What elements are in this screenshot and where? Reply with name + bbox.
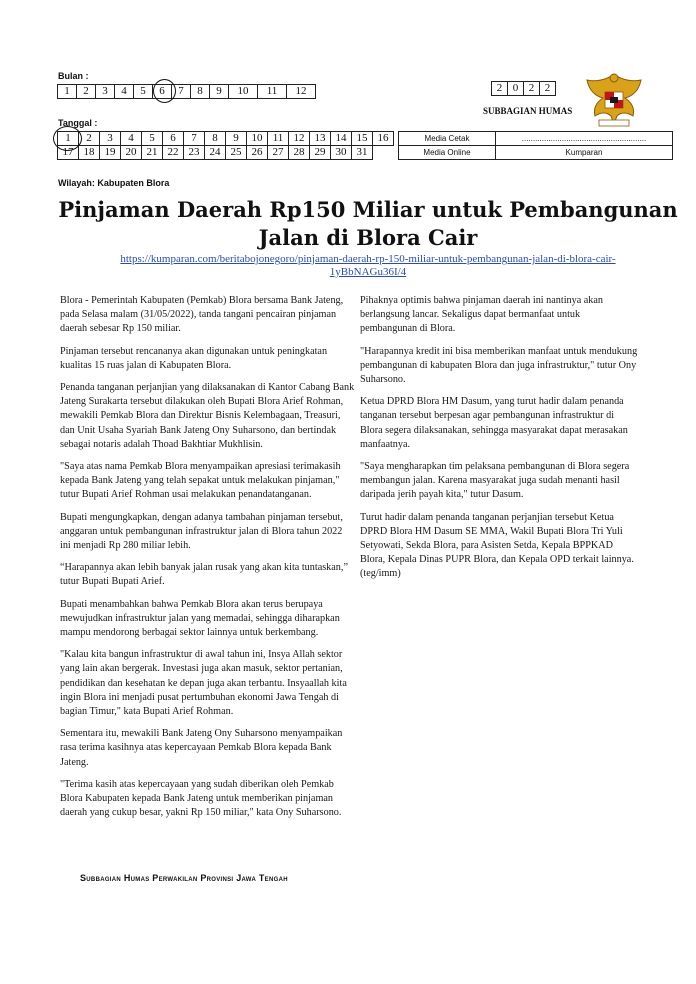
month-cell: 4 <box>115 85 134 99</box>
day-cell: 5 <box>142 132 163 146</box>
month-cell: 5 <box>134 85 153 99</box>
month-grid <box>57 84 316 99</box>
article-paragraph: Bupati menambahkan bahwa Pemkab Blora akan terus berupaya mewujudkan infrastruktur jalan yang memadai, sehingga diharapkan mampu mendorong berbagai sektor lainnya untuk berkembang. <box>60 598 340 639</box>
article-paragraph: Pinjaman tersebut rencananya akan digunakan untuk peningkatan kualitas 15 ruas jalan di Kabupaten Blora. <box>60 345 328 371</box>
month-cell: 3 <box>96 85 115 99</box>
selected-month-circle <box>153 79 176 103</box>
day-cell: 29 <box>310 146 331 160</box>
day-cell: 31 <box>352 146 373 160</box>
day-cell: 14 <box>331 132 352 146</box>
day-cell: 19 <box>100 146 121 160</box>
day-cell: 27 <box>268 146 289 160</box>
day-cell: 28 <box>289 146 310 160</box>
month-cell: 7 <box>172 85 191 99</box>
day-cell: 6 <box>163 132 184 146</box>
media-online-value: Kumparan <box>496 146 673 160</box>
day-cell: 11 <box>268 132 289 146</box>
day-cell: 10 <box>247 132 268 146</box>
title-line-2: Jalan di Blora Cair <box>258 225 478 250</box>
article-title <box>40 196 696 252</box>
day-cell: 1 <box>58 132 79 146</box>
year-grid <box>491 81 556 96</box>
month-cell: 12 <box>287 85 316 99</box>
month-cell: 1 <box>58 85 77 99</box>
title-line-1: Pinjaman Daerah Rp150 Miliar untuk Pembangunan <box>58 197 678 222</box>
article-paragraph: Turut hadir dalam penanda tanganan perjanjian tersebut Ketua DPRD Blora HM Dasum SE MMA, Wakil Bupati Blora Tri Yuli Setyowati, Sekda Blora, para Asisten Setda, Kepala BPPKAD Blora, Kepala Dinas PUPR Blora, dan Kepala OPD terkait lainnya. (teg/imm) <box>360 511 634 580</box>
month-cell: 11 <box>258 85 287 99</box>
year-digit-cell: 2 <box>492 82 508 96</box>
day-cell: 26 <box>247 146 268 160</box>
selected-day-circle <box>53 126 82 151</box>
day-cell: 30 <box>331 146 352 160</box>
article-paragraph: Blora - Pemerintah Kabupaten (Pemkab) Blora bersama Bank Jateng, pada Selasa malam (31/05/2022), tanda tangani pencairan pinjaman daerah sebesar Rp 150 miliar. <box>60 295 344 335</box>
media-cetak-label: Media Cetak <box>399 132 496 146</box>
article-url[interactable] <box>60 253 676 279</box>
bulan-label: Bulan : <box>58 71 89 81</box>
day-cell: 16 <box>373 132 394 146</box>
day-cell: 20 <box>121 146 142 160</box>
month-cell: 10 <box>229 85 258 99</box>
day-cell: 9 <box>226 132 247 146</box>
day-cell: 21 <box>142 146 163 160</box>
year-digit-cell: 0 <box>508 82 524 96</box>
media-online-label: Media Online <box>399 146 496 160</box>
garuda-emblem <box>581 66 647 132</box>
day-cell: 24 <box>205 146 226 160</box>
article-paragraph: Pihaknya optimis bahwa pinjaman daerah ini nantinya akan berlangsung lancar. Sekaligus dapat bermanfaat untuk pembangunan di Blora. <box>360 295 604 335</box>
day-cell: 17 <box>58 146 79 160</box>
day-cell: 22 <box>163 146 184 160</box>
article-paragraph: "Saya mengharapkan tim pelaksana pembangunan di Blora segera membangun jalan. Karena masyarakat juga sudah menanti hasil daripada jerih payah kita," tutur Dasum. <box>360 461 630 501</box>
day-cell: 7 <box>184 132 205 146</box>
article-right-column <box>360 294 638 590</box>
year-digit-cell: 2 <box>524 82 540 96</box>
month-cell: 8 <box>191 85 210 99</box>
department-label: SUBBAGIAN HUMAS <box>483 106 573 116</box>
footer-text: Subbagian Humas Perwakilan Provinsi Jawa Tengah <box>80 873 288 883</box>
media-cetak-value: ........................................................ <box>496 132 673 146</box>
day-cell: 8 <box>205 132 226 146</box>
day-cell: 2 <box>79 132 100 146</box>
day-cell: 15 <box>352 132 373 146</box>
article-paragraph: “Harapannya akan lebih banyak jalan rusak yang akan kita tuntaskan,” tutur Bupati Bupati Arief. <box>60 562 348 588</box>
article-paragraph: "Harapannya kredit ini bisa memberikan manfaat untuk mendukung pembangunan di kabupaten Blora dan juga infrastruktur," tutur Ony Suharsono. <box>360 345 638 386</box>
day-cell: 13 <box>310 132 331 146</box>
month-cell: 2 <box>77 85 96 99</box>
article-paragraph: "Saya atas nama Pemkab Blora menyampaikan apresiasi terimakasih kepada Bank Jateng yang telah sepakat untuk melakukan pinjaman," tutur Bupati Arief Rohman usai melakukan penandatanganan. <box>60 461 341 501</box>
article-paragraph: Sementara itu, mewakili Bank Jateng Ony Suharsono menyampaikan rasa terima kasihnya atas kepercayaan Pemkab Blora kepada Bank Jateng. <box>60 728 343 768</box>
article-left-column <box>60 294 355 829</box>
wilayah-label: Wilayah: Kabupaten Blora <box>58 178 170 188</box>
article-paragraph: Ketua DPRD Blora HM Dasum, yang turut hadir dalam penanda tanganan tersebut berpesan agar pembangunan infrastruktur di Blora segera dilaksanakan, sehingga masyarakat dapat merasakan manfaatnya. <box>360 396 628 450</box>
url-line-2[interactable]: 1yBbNAGu36I/4 <box>329 266 407 278</box>
tanggal-label: Tanggal : <box>58 118 98 128</box>
day-cell: 4 <box>121 132 142 146</box>
day-cell: 3 <box>100 132 121 146</box>
month-cell: 6 <box>153 85 172 99</box>
month-cell: 9 <box>210 85 229 99</box>
article-paragraph: "Terima kasih atas kepercayaan yang sudah diberikan oleh Pemkab Blora Kabupaten kepada Bank Jateng untuk memberikan pinjaman daerah yang cukup besar, yakni Rp 150 miliar," kata Ony Suharsono. <box>60 778 342 819</box>
article-paragraph: Penanda tanganan perjanjian yang dilaksanakan di Kantor Cabang Bank Jateng Surakarta tersebut dilakukan oleh Bupati Blora Arief Rohman, mewakili Pemkab Blora dan Direktur Bisnis Kelembagaan, Treasuri, dan Unit Usaha Syariah Bank Jateng Ony Suharsono, dan bertindak sebagai notaris adalah Thoad Bakhtiar Mukhlisin. <box>60 382 355 450</box>
day-cell: 23 <box>184 146 205 160</box>
year-digit-cell: 2 <box>540 82 556 96</box>
media-table <box>398 131 673 160</box>
article-paragraph: Bupati mengungkapkan, dengan adanya tambahan pinjaman tersebut, anggaran untuk pembangunan infrastruktur jalan di Blora tahun 2022 ini menjadi Rp 280 miliar lebih. <box>60 511 343 552</box>
article-paragraph: "Kalau kita bangun infrastruktur di awal tahun ini, Insya Allah sektor yang lain akan bergerak. Investasi juga akan masuk, sektor pertanian, pendidikan dan kesehatan ke depan juga akan terbantu. Insyaallah kita ingin Blora ini menjadi pusat pertumbuhan ekonomi Jawa Tengah di bagian Timur," kata Bupati Arief Rohman. <box>60 649 347 718</box>
day-grid <box>57 131 394 160</box>
day-cell: 12 <box>289 132 310 146</box>
day-cell: 25 <box>226 146 247 160</box>
url-line-1[interactable]: https://kumparan.com/beritabojonegoro/pinjaman-daerah-rp-150-miliar-untuk-pembangunan-jalan-di-blora-cair- <box>120 253 616 265</box>
day-cell: 18 <box>79 146 100 160</box>
